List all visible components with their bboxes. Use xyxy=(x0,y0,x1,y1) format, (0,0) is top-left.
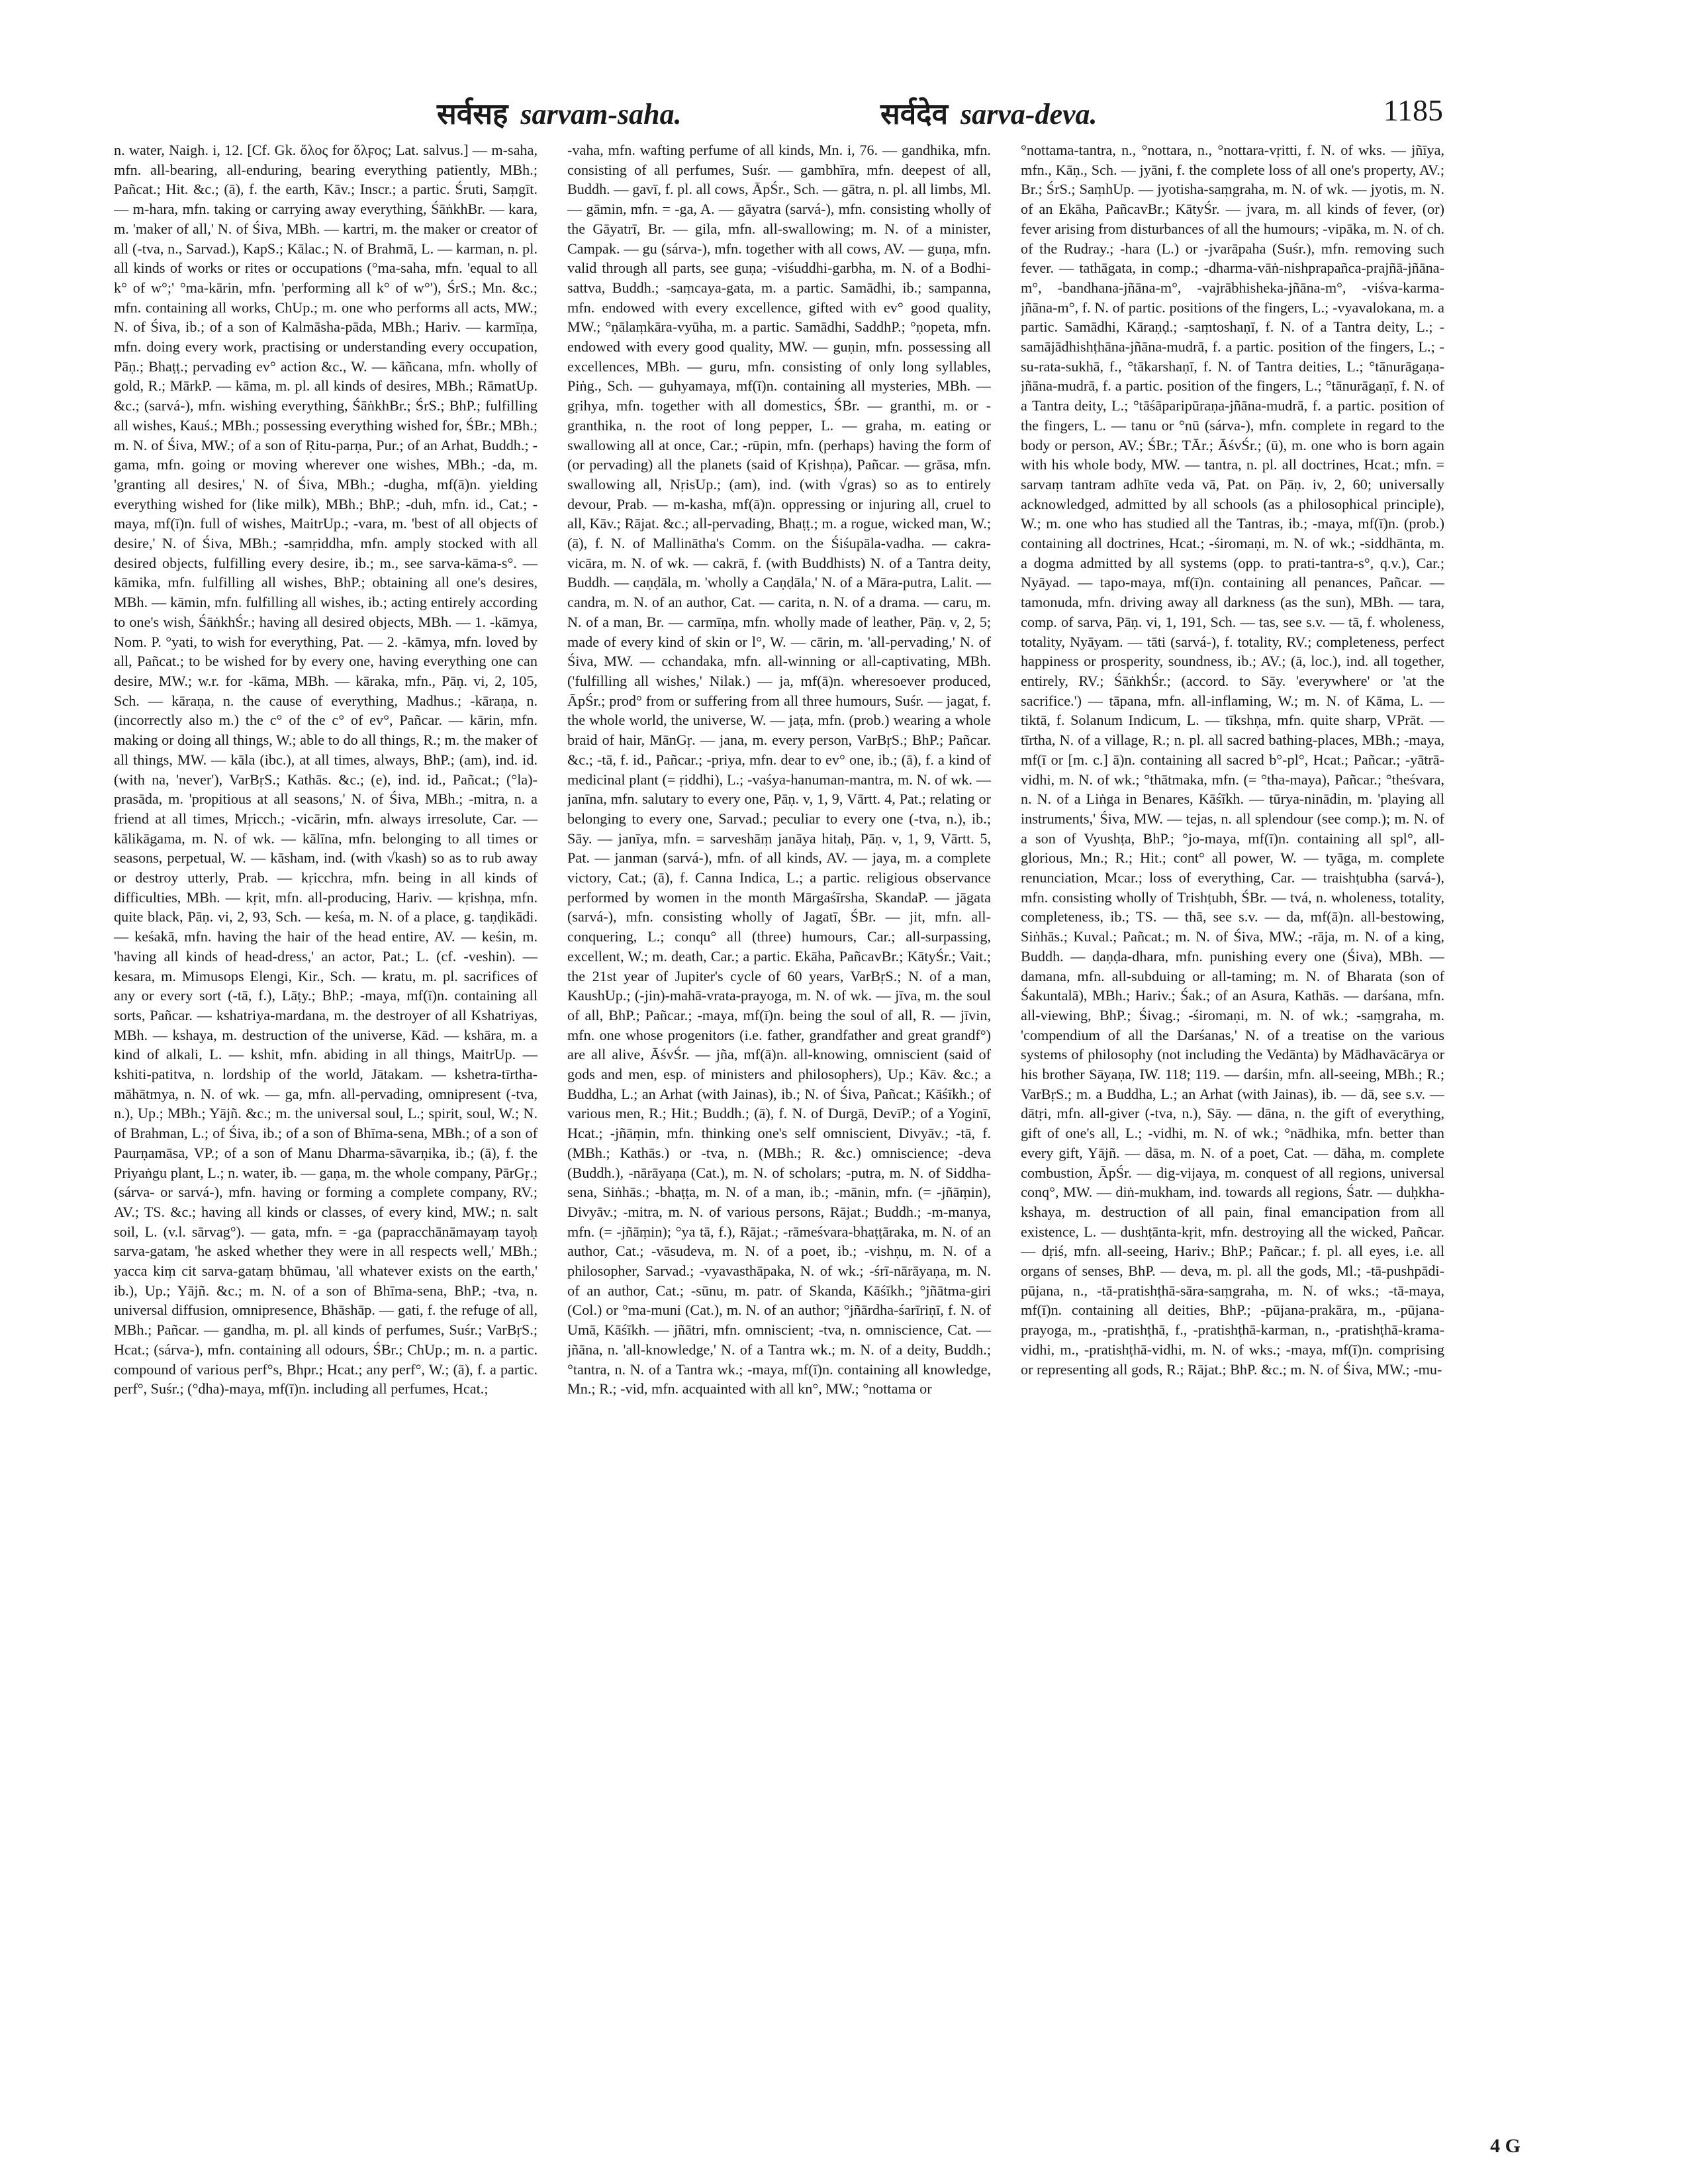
dictionary-columns xyxy=(114,140,1444,2126)
running-head xyxy=(113,93,1443,132)
running-head-left-devanagari: सर्वसह xyxy=(437,98,508,130)
running-head-left-word: sarvam-saha. xyxy=(520,98,682,130)
column-2-text: -vaha, mfn. wafting perfume of all kinds, Mn. i, 76. — gandhika, mfn. consisting of all perfumes, Suśr. — gambhīra, mfn. deepest of all, Buddh. — gavī, f. pl. all cows, ĀpŚr., Sch. — gātra, n. pl. all limbs, Ml. — gāmin, mfn. = -ga, A. — gāyatra (sarvá-), mfn. consisting wholly of the Gāyatrī, Br. — gila, mfn. all-swallowing; m. N. of a minister, Campak. — gu (sárva-), mfn. together with all cows, AV. — guṇa, mfn. valid through all parts, see guṇa; -viśuddhi-garbha, m. N. of a Bodhi-sattva, Buddh.; -saṃcaya-gata, m. a partic. Samādhi, ib.; sampanna, mfn. endowed with every excellence, gifted with ev° good quality, MW.; °ṇālaṃkāra-vyūha, m. a partic. Samādhi, SaddhP.; °ṇopeta, mfn. endowed with every good quality, MW. — guṇin, mfn. possessing all excellences, MBh. — guru, mfn. consisting of only long syllables, Piṅg., Sch. — guhyamaya, mf(ī)n. containing all mysteries, MBh. — gṛihya, mfn. together with all domestics, ŚBr. — granthi, m. or -granthika, n. the root of long pepper, L. — graha, m. eating or swallowing all at once, Car.; -rūpin, mfn. (perhaps) having the form of (or pervading) all the planets (said of Kṛishṇa), Pañcar. — grāsa, mfn. swallowing all, NṛisUp.; (am), ind. (with √gras) so as to entirely devour, Prab. — m-kasha, mf(ā)n. oppressing or injuring all, cruel to all, Kāv.; Rājat. &c.; all-pervading, Bhaṭṭ.; m. a rogue, wicked man, W.; (ā), f. N. of Mallinātha's Comm. on the Śiśupāla-vadha. — cakra-vicāra, m. N. of wk. — cakrā, f. (with Buddhists) N. of a Tantra deity, Buddh. — caṇḍāla, m. 'wholly a Caṇḍāla,' N. of a Māra-putra, Lalit. — candra, m. N. of an author, Cat. — carita, n. N. of a drama. — caru, m. N. of a man, Br. — carmīṇa, mfn. wholly made of leather, Pāṇ. v, 2, 5; made of every kind of skin or l°, W. — cārin, m. 'all-pervading,' N. of Śiva, MW. — cchandaka, mfn. all-winning or all-captivating, MBh. ('fulfilling all wishes,' Nilak.) — ja, mf(ā)n. wheresoever produced, ĀpŚr.; prod° from or suffering from all three humours, Suśr. — jagat, f. the whole world, the universe, W. — jaṭa, mfn. (prob.) wearing a whole braid of hair, MānGṛ. — jana, m. every person, VarBṛS.; BhP.; Pañcar. &c.; -tā, f. id., Pañcar.; -priya, mfn. dear to ev° one, ib.; (ā), f. a kind of medicinal plant (= ṛiddhi), L.; -vaśya-hanuman-mantra, m. N. of wk. — janīna, mfn. salutary to every one, Pāṇ. v, 1, 9, Vārtt. 4, Pat.; relating or belonging to every one, Sarvad.; peculiar to every one (-tva, n.), ib.; Sāy. — janīya, mfn. = sarveshāṃ janāya hitaḥ, Pāṇ. v, 1, 9, Vārtt. 5, Pat. — janman (sarvá-), mfn. of all kinds, AV. — jaya, m. a complete victory, Cat.; (ā), f. Canna Indica, L.; a partic. religious observance performed by women in the month Mārgaśīrsha, SkandaP. — jāgata (sarvá-), mfn. consisting wholly of Jagatī, ŚBr. — jit, mfn. all-conquering, L.; conqu° all (three) humours, Car.; all-surpassing, excellent, W.; m. death, Car.; a partic. Ekāha, PañcavBr.; KātyŚr.; Vait.; the 21st year of Jupiter's cycle of 60 years, VarBṛS.; N. of a man, KaushUp.; (-jin)-mahā-vrata-prayoga, m. N. of wk. — jīva, m. the soul of all, BhP.; Pañcar.; -maya, mf(ī)n. being the soul of all, R. — jīvin, mfn. one whose progenitors (i.e. father, grandfather and great grandf°) are all alive, ĀśvŚr. — jña, mf(ā)n. all-knowing, omniscient (said of gods and men, esp. of ministers and philosophers), Up.; Kāv. &c.; a Buddha, L.; an Arhat (with Jainas), ib.; N. of Śiva, Pañcat.; Kāśīkh.; of various men, R.; Hit.; Buddh.; (ā), f. N. of Durgā, DevīP.; of a Yoginī, Hcat.; -jñāṃin, mfn. thinking one's self omniscient, Divyāv.; -tā, f. (MBh.; Kathās.) or -tva, n. (MBh.; R. &c.) omniscience; -deva (Buddh.), -nārāyaṇa (Cat.), m. N. of scholars; -putra, m. N. of Siddha-sena, Siṅhās.; -bhaṭṭa, m. N. of a man, ib.; -mānin, mfn. (= -jñāṃin), Divyāv.; -mitra, m. N. of various persons, Rājat.; Buddh.; -m-manya, mfn. (= -jñāṃin); °ya tā, f.), Rājat.; -rāmeśvara-bhaṭṭāraka, m. N. of an author, Cat.; -vāsudeva, m. N. of a poet, ib.; -vishṇu, m. N. of a philosopher, Sarvad.; -vyavasthāpaka, N. of wk.; -śrī-nārāyaṇa, m. N. of an author, Cat.; -sūnu, m. patr. of Skanda, Kāśīkh.; °jñātma-giri (Col.) or °ma-muni (Cat.), m. N. of an author; °jñārdha-śarīriṇī, f. N. of Umā, Kāśīkh. — jñātri, mfn. omniscient; -tva, n. omniscience, Cat. — jñāna, n. 'all-knowledge,' N. of a Tantra wk.; m. N. of a deity, Buddh.; °tantra, n. N. of a Tantra wk.; -maya, mf(ī)n. containing all knowledge, Mn.; R.; -vid, mfn. acquainted with all kn°, MW.; °nottama or xyxy=(567,142,991,1398)
column-3-text: °nottama-tantra, n., °nottara, n., °nottara-vṛitti, f. N. of wks. — jñīya, mfn., Kāṇ., Sch. — jyāni, f. the complete loss of all one's property, AV.; Br.; ŚrS.; SaṃhUp. — jyotisha-saṃgraha, m. N. of wk. — jyotis, m. N. of an Ekāha, PañcavBr.; KātyŚr. — jvara, m. all kinds of fever, (or) fever arising from disturbances of all the humours; -vipāka, m. N. of ch. of the Rudray.; -hara (L.) or -jvarāpaha (Suśr.), mfn. removing such fever. — tathāgata, in comp.; -dharma-vāṅ-nishprapañca-prajñā-jñāna-m°, -bandhana-jñāna-m°, -vajrābhisheka-jñāna-m°, -viśva-karma-jñāna-m°, f. N. of partic. positions of the fingers, L.; -vyavalokana, m. a partic. Samādhi, Kāraṇḍ.; -saṃtoshaṇī, f. N. of a Tantra deity, L.; -samājādhishṭhāna-jñāna-mudrā, f. a partic. position of the fingers, L.; -su-rata-sukhā, f., °tākarshaṇī, f. N. of Tantra deities, L.; °tānurāgaṇa-jñāna-mudrā, f. a partic. position of the fingers, L.; °tānurāgaṇī, f. N. of a Tantra deity, L.; °tāśāparipūraṇa-jñāna-mudrā, f. a partic. position of the fingers, L. — tanu or °nū (sárva-), mfn. complete in regard to the body or person, AV.; ŚBr.; TĀr.; ĀśvŚr.; (ū), m. one who is born again with his whole body, MW. — tantra, n. pl. all doctrines, Hcat.; mfn. = sarvaṃ tantram adhīte veda vā, Pat. on Pāṇ. iv, 2, 60; universally acknowledged, admitted by all schools (as a philosophical principle), W.; m. one who has studied all the Tantras, ib.; -maya, mf(ī)n. (prob.) containing all doctrines, Hcat.; -śiromaṇi, m. N. of wk.; -siddhānta, m. a dogma admitted by all systems (opp. to prati-tantra-s°, q.v.), Car.; Nyāyad. — tapo-maya, mf(ī)n. containing all penances, Pañcar. — tamonuda, mfn. driving away all darkness (as the sun), MBh. — tara, comp. of sarva, Pāṇ. vi, 1, 191, Sch. — tas, see s.v. — tā, f. wholeness, totality, Nyāyam. — tāti (sarvá-), f. totality, RV.; completeness, perfect happiness or prosperity, soundness, ib.; AV.; (ā, loc.), ind. all together, entirely, RV.; ŚāṅkhŚr.; (accord. to Sāy. 'everywhere' or 'at the sacrifice.') — tāpana, mfn. all-inflaming, W.; m. N. of Kāma, L. — tiktā, f. Solanum Indicum, L. — tīkshṇa, mfn. quite sharp, VPrāt. — tīrtha, N. of a village, R.; n. pl. all sacred bathing-places, MBh.; -maya, mf(ī or [m. c.] ā)n. containing all sacred b°-pl°, Hcat.; Pañcar.; -yātrā-vidhi, m. N. of wk.; °thātmaka, mfn. (= °tha-maya), Pañcar.; °theśvara, n. N. of a Liṅga in Benares, Kāśīkh. — tūrya-ninādin, m. 'playing all instruments,' Śiva, MW. — tejas, n. all splendour (see comp.); m. N. of a son of Vyushṭa, BhP.; °jo-maya, mf(ī)n. containing all spl°, all-glorious, Mn.; R.; Hit.; cont° all power, W. — tyāga, m. complete renunciation, Mcar.; loss of everything, Car. — traishṭubha (sarvá-), mfn. consisting wholly of Trishṭubh, ŚBr. — tvá, n. wholeness, totality, completeness, ib.; TS. — thā, see s.v. — da, mf(ā)n. all-bestowing, Siṅhās.; Kuval.; Pañcat.; m. N. of Śiva, MW.; -rāja, m. N. of a king, Buddh. — daṇḍa-dhara, mfn. punishing every one (Śiva), MBh. — damana, mfn. all-subduing or all-taming; m. N. of Bharata (son of Śakuntalā), MBh.; Hariv.; Śak.; of an Asura, Kathās. — darśana, mfn. all-viewing, BhP.; Śivag.; -śiromaṇi, m. N. of wk.; -saṃgraha, m. 'compendium of all the Darśanas,' N. of a treatise on the various systems of philosophy (not including the Vedānta) by Mādhavācārya or his brother Sāyaṇa, IW. 118; 119. — darśin, mfn. all-seeing, MBh.; R.; VarBṛS.; m. a Buddha, L.; an Arhat (with Jainas), ib. — dā, see s.v. — dātṛi, mfn. all-giver (-tva, n.), Sāy. — dāna, n. the gift of everything, gift of one's all, L.; -vidhi, m. N. of wk.; °nādhika, mfn. better than every gift, Yājñ. — dāsa, m. N. of a poet, Cat. — dāha, m. complete combustion, ĀpŚr. — dig-vijaya, m. conquest of all regions, universal conq°, MW. — diṅ-mukham, ind. towards all regions, Śatr. — duḥkha-kshaya, m. destruction of all pain, final emancipation from all existence, L. — dushṭānta-kṛit, mfn. destroying all the wicked, Pañcar. — dṛiś, mfn. all-seeing, Hariv.; BhP.; Pañcar.; f. pl. all eyes, i.e. all organs of senses, BhP. — deva, m. pl. all the gods, Ml.; -tā-pushpādi-pūjana, n., -tā-pratishṭhā-sāra-saṃgraha, m. N. of wks.; -tā-maya, mf(ī)n. containing all deities, BhP.; -pūjana-prakāra, m., -pūjana-prayoga, m., -pratishṭhā, f., -pratishṭhā-karman, n., -pratishṭhā-krama-vidhi, m., -pratishṭhā-vidhi, m. N. of wks.; -maya, mf(ī)n. comprising or representing all gods, R.; Rājat.; BhP. &c.; m. N. of Śiva, MW.; -mu- xyxy=(1021,142,1444,1378)
column-3 xyxy=(1021,140,1444,2120)
page-number: 1185 xyxy=(1383,93,1443,127)
running-head-center xyxy=(880,93,1098,132)
running-head-center-devanagari: सर्वदेव xyxy=(880,98,949,130)
signature-mark: 4 G xyxy=(1490,2135,1521,2157)
column-1-text: n. water, Naigh. i, 12. [Cf. Gk. ὅλος for ὅλϝος; Lat. salvus.] — m-saha, mfn. all-bearing, all-enduring, bearing everything patiently, MBh.; Pañcat.; Hit. &c.; (ā), f. the earth, Kāv.; Inscr.; a partic. Śruti, Saṃgīt. — m-hara, mfn. taking or carrying away everything, ŚāṅkhBr. — kara, m. 'maker of all,' N. of Śiva, MBh. — kartri, m. the maker or creator of all (-tva, n., Sarvad.), KapS.; Kālac.; N. of Brahmā, L. — karman, n. pl. all kinds of works or rites or occupations (°ma-saha, mfn. 'equal to all k° of w°;' °ma-kārin, mfn. 'performing all k° of w°'), ŚrS.; Mn. &c.; mfn. containing all works, ChUp.; m. one who performs all acts, MW.; N. of Śiva, ib.; of a son of Kalmāsha-pāda, MBh.; Hariv. — karmīṇa, mfn. doing every work, practising or understanding every occupation, Pāṇ.; Bhaṭṭ.; pervading ev° action &c., W. — kāñcana, mfn. wholly of gold, R.; MārkP. — kāma, m. pl. all kinds of desires, MBh.; RāmatUp. &c.; (sarvá-), mfn. wishing everything, ŚāṅkhBr.; ŚrS.; BhP.; fulfilling all wishes, Kauś.; MBh.; possessing everything wished for, ŚBr.; MBh.; m. N. of Śiva, MW.; of a son of Ṛitu-parṇa, Pur.; of an Arhat, Buddh.; -gama, mfn. going or moving wherever one wishes, MBh.; -da, m. 'granting all desires,' N. of Śiva, MBh.; -dugha, mf(ā)n. yielding everything wished for (like milk), MBh.; BhP.; -duh, mfn. id., Cat.; -maya, mf(ī)n. full of wishes, MaitrUp.; -vara, m. 'best of all objects of desire,' N. of Śiva, MBh.; -samṛiddha, mfn. amply stocked with all desired objects, fulfilling every desire, ib.; m., see sarva-kāma-s°. — kāmika, mfn. fulfilling all wishes, BhP.; obtaining all one's desires, MBh. — kāmin, mfn. fulfilling all wishes, ib.; acting entirely according to one's wish, ŚāṅkhŚr.; having all desired objects, MBh. — 1. -kāmya, Nom. P. °yati, to wish for everything, Pat. — 2. -kāmya, mfn. loved by all, Pañcat.; to be wished for by every one, having everything one can desire, MW.; w.r. for -kāma, MBh. — kāraka, mfn., Pāṇ. vi, 2, 105, Sch. — kāraṇa, n. the cause of everything, Madhus.; -kāraṇa, n. (incorrectly also m.) the c° of the c° of ev°, Pañcar. — kārin, mfn. making or doing all things, W.; able to do all things, R.; m. the maker of all things, MW. — kāla (ibc.), at all times, always, BhP.; (am), ind. id. (with na, 'never'), VarBṛS.; Kathās. &c.; (e), ind. id., Pañcat.; (°la)-prasāda, m. 'propitious at all seasons,' N. of Śiva, MBh.; -mitra, n. a friend at all times, Mṛicch.; -vicārin, mfn. always irresolute, Car. — kālikāgama, m. N. of wk. — kālīna, mfn. belonging to all times or seasons, perpetual, W. — kāsham, ind. (with √kash) so as to rub away or destroy utterly, Prab. — kṛicchra, mfn. being in all kinds of difficulties, MBh. — kṛit, mfn. all-producing, Hariv. — kṛishṇa, mfn. quite black, Pāṇ. vi, 2, 93, Sch. — keśa, m. N. of a place, g. taṇḍikādi. — keśakā, mfn. having the hair of the head entire, AV. — keśin, m. 'having all kinds of head-dress,' an actor, Pat.; L. (cf. -veshin). — kesara, m. Mimusops Elengi, Kir., Sch. — kratu, m. pl. sacrifices of any or every sort (-tā, f.), Lāṭy.; BhP.; -maya, mf(ī)n. containing all sorts, Pañcar. — kshatriya-mardana, m. the destroyer of all Kshatriyas, MBh. — kshaya, m. destruction of the universe, Kād. — kshāra, m. a kind of alkali, L. — kshit, mfn. abiding in all things, MaitrUp. — kshiti-patitva, n. lordship of the world, Jātakam. — kshetra-tīrtha-māhātmya, n. N. of wk. — ga, mfn. all-pervading, omnipresent (-tva, n.), Up.; MBh.; Yājñ. &c.; m. the universal soul, L.; spirit, soul, W.; N. of Brahman, L.; of Śiva, ib.; of a son of Bhīma-sena, MBh.; of a son of Paurṇamāsa, VP.; of a son of Manu Dharma-sāvarṇika, ib.; (ā), f. the Priyaṅgu plant, L.; n. water, ib. — gaṇa, m. the whole company, PārGṛ.; (sárva- or sarvá-), mfn. having or forming a complete company, RV.; AV.; TS. &c.; having all kinds or classes, of every kind, MW.; n. salt soil, L. (v.l. sārvag°). — gata, mfn. = -ga (papracchānāmayaṃ tayoḥ sarva-gatam, 'he asked whether they were in all respects well,' MBh.; yacca kiṃ cit sarva-gataṃ bhūmau, 'all whatever exists on the earth,' ib.), Up.; Yājñ. &c.; m. N. of a son of Bhīma-sena, BhP.; -tva, n. universal diffusion, omnipresence, Bhāshāp. — gati, f. the refuge of all, MBh.; Pañcar. — gandha, m. pl. all kinds of perfumes, Suśr.; VarBṛS.; Hcat.; (sárva-), mfn. containing all odours, ŚBr.; ChUp.; m. n. a partic. compound of various perf°s, Bhpr.; Hcat.; any perf°, W.; (ā), f. a partic. perf°, Suśr.; (°dha)-maya, mf(ī)n. including all perfumes, Hcat.; xyxy=(114,142,538,1398)
column-1 xyxy=(114,140,538,2120)
column-2 xyxy=(567,140,991,2120)
running-head-left xyxy=(437,93,682,132)
running-head-center-word: sarva-deva. xyxy=(960,98,1098,130)
